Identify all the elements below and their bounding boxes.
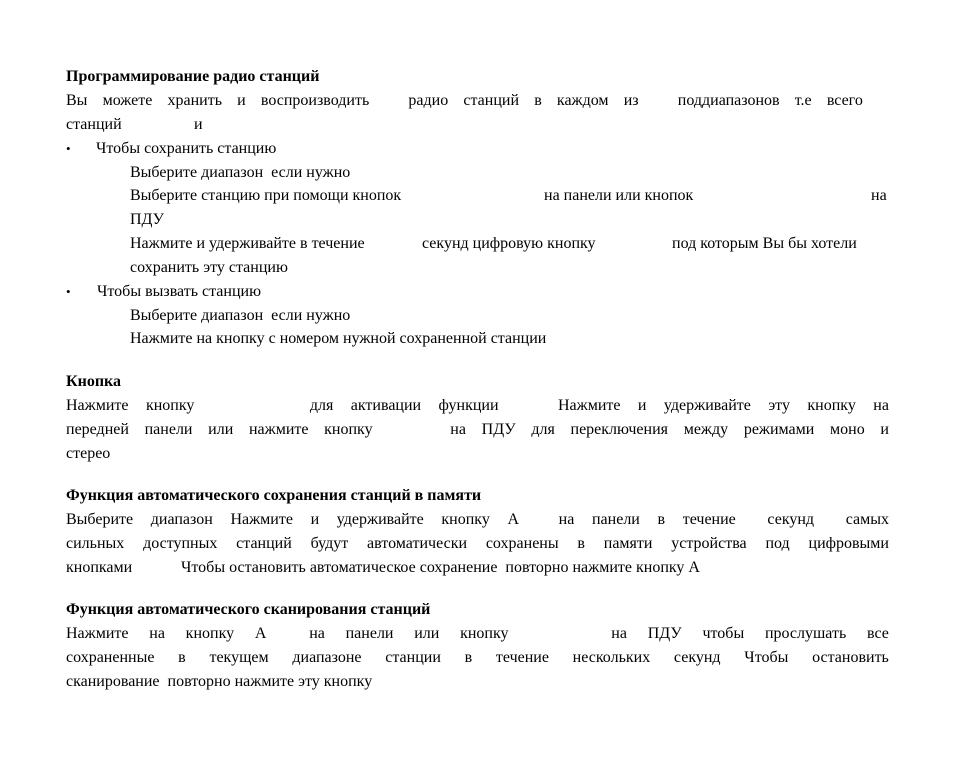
word: все [867,625,889,642]
word: моно [830,421,865,438]
word: течение [495,649,549,666]
bullet-icon: • [66,141,71,156]
paragraph-line [66,396,889,416]
word: на [873,397,889,414]
word: нажмите [248,421,309,438]
step-hold-cont: сохранить эту станцию [130,259,288,276]
word: между [683,421,729,438]
word: передней [66,421,129,438]
word: всего [826,92,863,109]
word: хранить [167,92,223,109]
word: или [414,625,440,642]
step-recall-band: Выберите диапазон если нужно [130,307,351,324]
step-select-station-part: на панели или кнопок [544,187,694,204]
step-select-band: Выберите диапазон если нужно [130,164,351,181]
paragraph-line [66,534,889,554]
word: эту [768,397,790,414]
section-title-autostore: Функция автоматического сохранения станций в памяти [66,487,482,504]
word: Нажмите [557,397,621,414]
section-title-autoscan: Функция автоматического сканирования станций [66,601,431,618]
word: Вы [66,92,88,109]
word: и [880,421,889,438]
step-hold-part: Нажмите и удерживайте в течение [130,235,365,252]
bullet-heading-save: Чтобы сохранить станцию [96,140,277,157]
word: кнопку [145,397,195,414]
word: кнопку [460,625,509,642]
word: текущем [209,649,269,666]
word: А [507,511,520,528]
word: и [310,511,320,528]
word: памяти [603,535,653,552]
word: в [577,535,585,552]
word: переключения [570,421,669,438]
word: на [309,625,325,642]
word: автоматически [367,535,468,552]
paragraph-line [66,648,889,668]
word: панели [591,511,640,528]
word: поддиапазонов [677,92,780,109]
step-select-station-cont: ПДУ [130,211,164,228]
word: чтобы [702,625,745,642]
word: ПДУ [647,625,682,642]
word: кнопку [185,625,235,642]
word: кнопку [324,421,373,438]
word: из [623,92,639,109]
word: кнопку [807,397,856,414]
word: остановить [812,649,889,666]
word: секунд [767,511,815,528]
word: или [208,421,234,438]
word: А [254,625,267,642]
paragraph-line-end: сканирование повторно нажмите эту кнопку [66,673,373,690]
word: ПДУ [481,421,516,438]
word: Чтобы [744,649,789,666]
word: станций [463,92,520,109]
word: устройства [671,535,747,552]
bullet-icon: • [66,284,71,299]
paragraph-line [66,91,863,111]
word: на [149,625,165,642]
word: станций [236,535,292,552]
word: функции [438,397,499,414]
word: в [464,649,473,666]
step-hold-part: под которым Вы бы хотели [672,235,857,252]
word: в [178,649,186,666]
word: активации [350,397,422,414]
word: для [309,397,334,414]
word: Нажмите [230,511,293,528]
word: Выберите [66,511,134,528]
paragraph-line [66,624,889,644]
word: удерживайте [663,397,751,414]
word: панели [345,625,394,642]
word: в [657,511,666,528]
word: и [237,92,246,109]
word: диапазон [150,511,213,528]
word: сохраненные [66,649,155,666]
word: нескольких [572,649,651,666]
step-select-station-part: на [871,187,887,204]
word: прослушать [764,625,847,642]
word: сильных [66,535,125,552]
word: режимами [743,421,815,438]
paragraph-line-part: кнопками [66,559,133,576]
word: т.е [794,92,812,109]
section-title-button: Кнопка [66,373,122,390]
word: цифровыми [808,535,889,552]
section-title-radio-programming: Программирование радио станций [66,68,320,85]
word: радио [408,92,449,109]
word: станции [385,649,441,666]
word: панели [144,421,193,438]
paragraph-line-part: Чтобы остановить автоматическое сохранение повторно нажмите кнопку А [181,559,700,576]
paragraph-line-part: станций [66,116,122,133]
word: каждом [556,92,609,109]
word: воспроизводить [260,92,370,109]
word: и [637,397,647,414]
word: на [611,625,627,642]
word: самых [845,511,889,528]
paragraph-line-part: и [194,116,203,133]
word: течение [682,511,736,528]
word: диапазоне [292,649,362,666]
word: на [450,421,466,438]
word: секунд [673,649,721,666]
word: для [531,421,555,438]
step-select-station-part: Выберите станцию при помощи кнопок [130,187,402,204]
word: в [534,92,542,109]
bullet-heading-recall: Чтобы вызвать станцию [97,283,262,300]
word: сохранены [485,535,559,552]
word: на [558,511,575,528]
word: доступных [143,535,218,552]
word: Нажмите [66,397,129,414]
paragraph-line-end: стерео [66,445,111,462]
paragraph-line [66,420,889,440]
word: под [765,535,790,552]
word: будут [310,535,349,552]
word: можете [102,92,153,109]
step-hold-part: секунд цифровую кнопку [422,235,596,252]
step-recall-press: Нажмите на кнопку с номером нужной сохраненной станции [130,330,547,347]
paragraph-line [66,510,889,530]
word: кнопку [441,511,490,528]
word: Нажмите [66,625,129,642]
word: удерживайте [336,511,424,528]
